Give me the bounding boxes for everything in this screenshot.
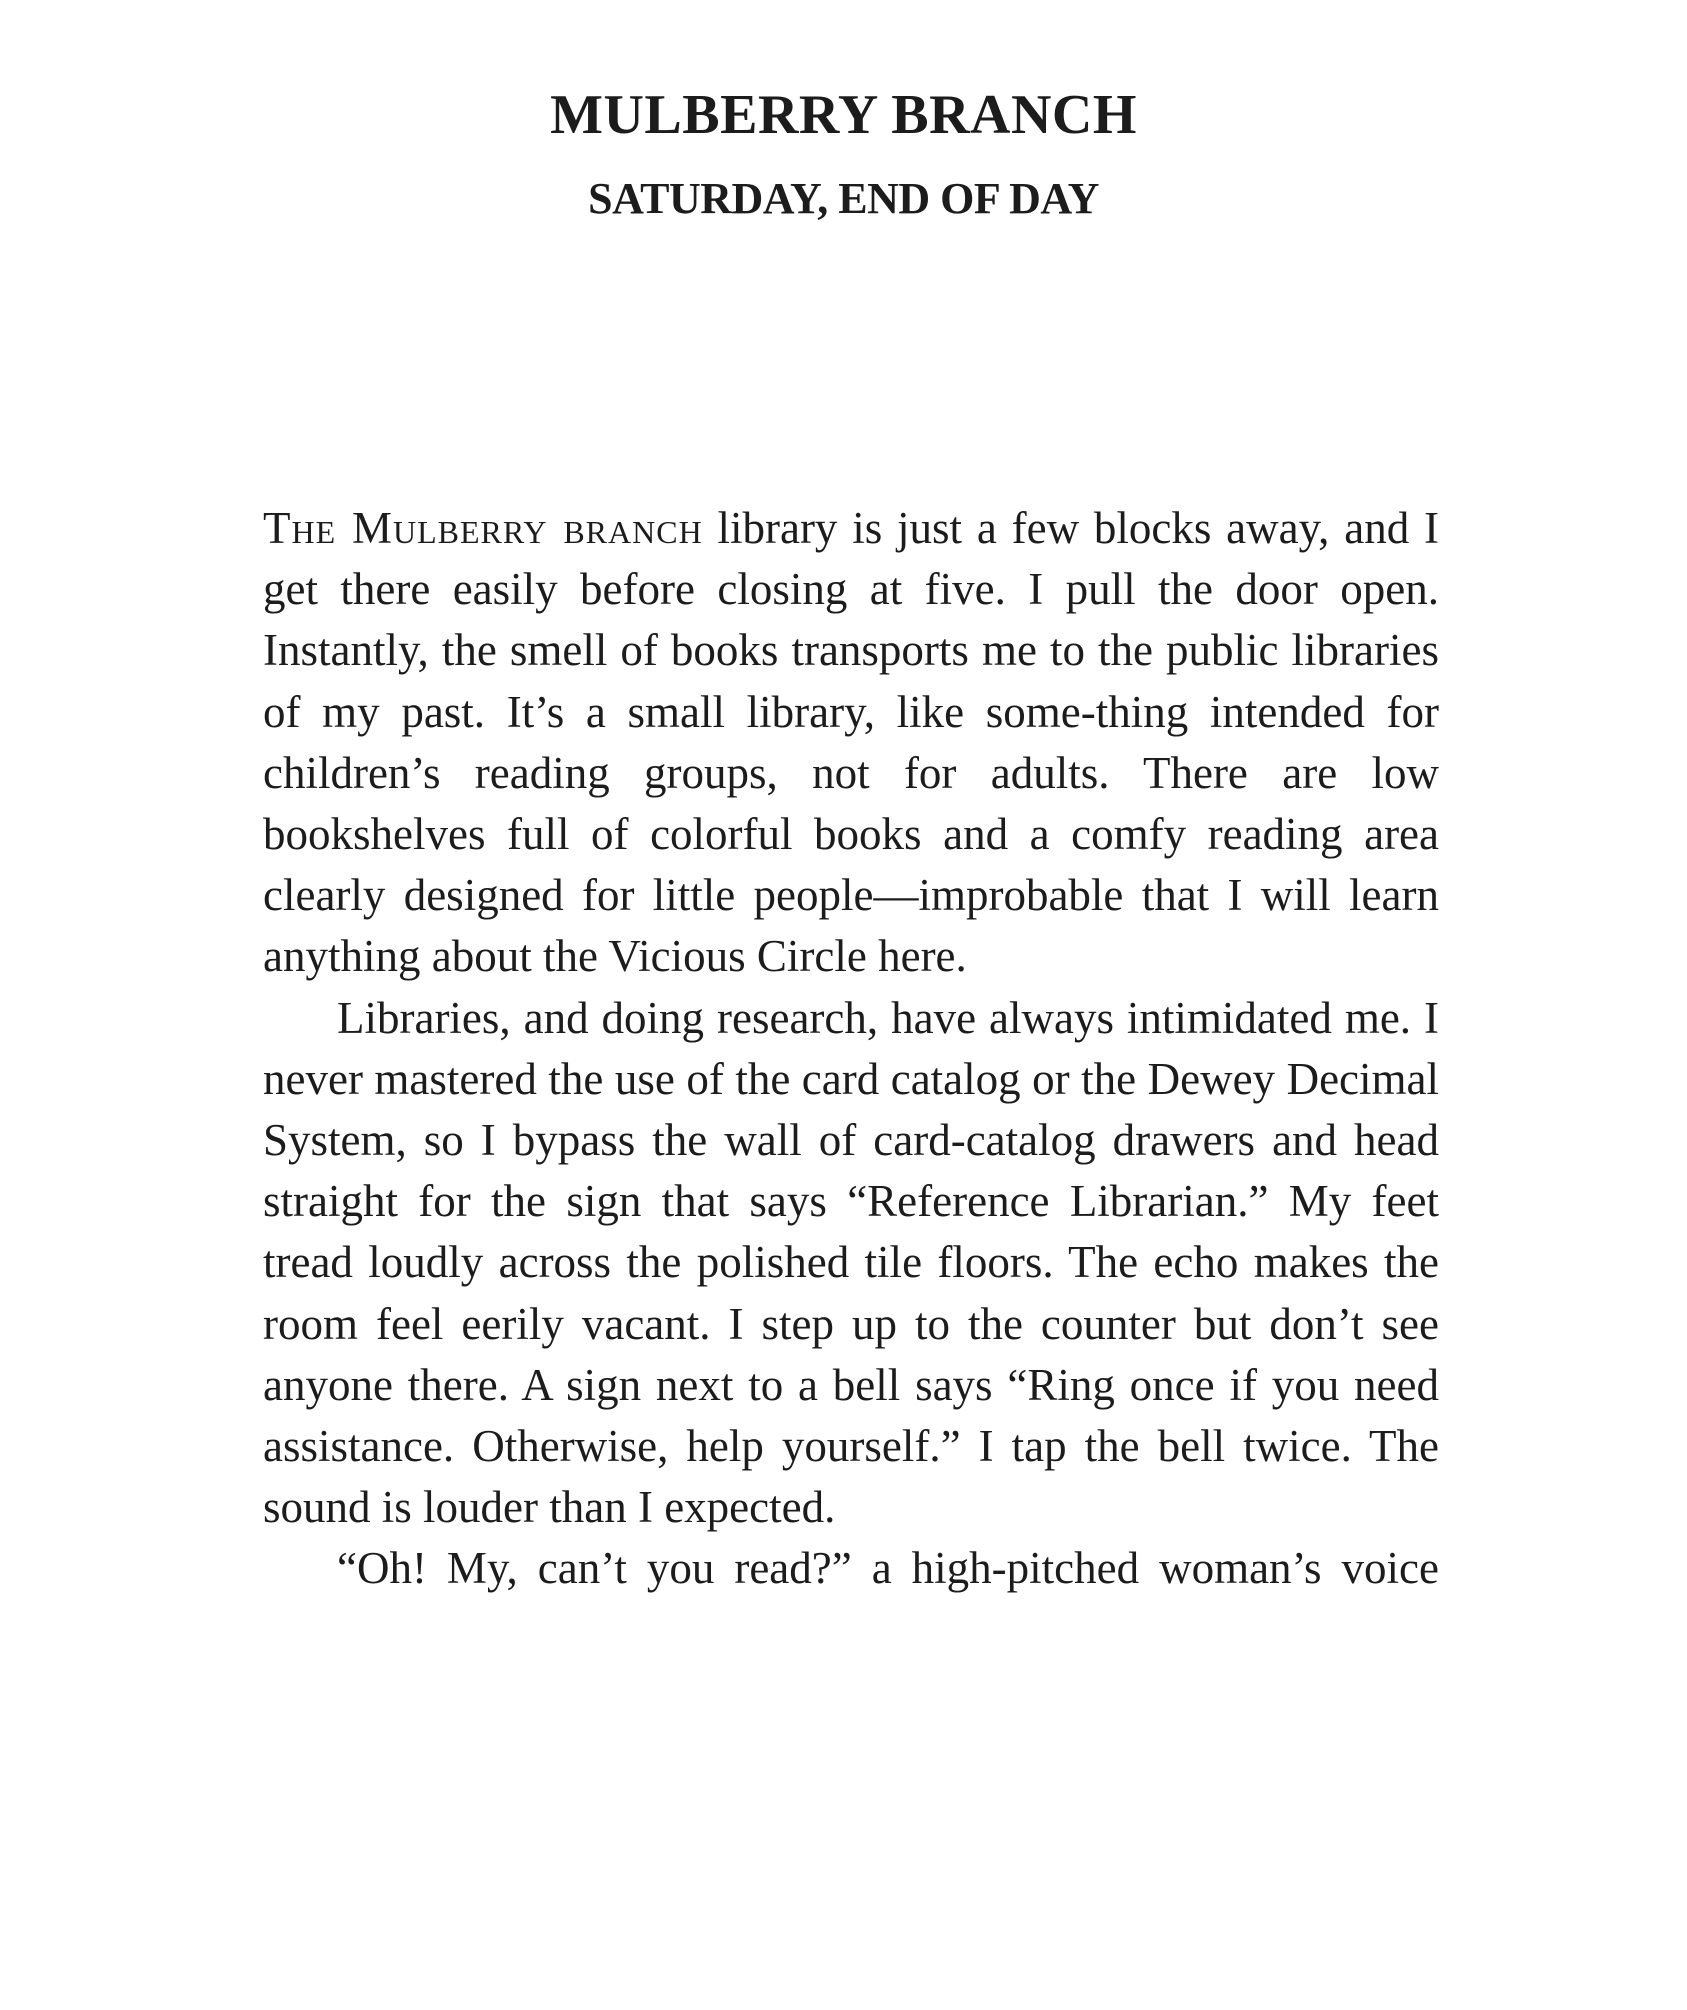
- body-text: [263, 498, 1439, 1600]
- paragraph-1-text: library is just a few blocks away, and I get there easily before closing at five. I pull the door open. Instantly, the smell of books transports me to the public libraries of my past. It’s a small library, like some-thing intended for children’s reading groups, not for adults. There are low bookshelves full of colorful books and a comfy reading area clearly designed for little people—improbable that I will learn anything about the Vicious Circle here.: [263, 503, 1439, 982]
- paragraph-2: Libraries, and doing research, have always intimidated me. I never mastered the use of the card catalog or the Dewey Decimal System, so I bypass the wall of card-catalog drawers and head straight for the sign that says “Reference Librarian.” My feet tread loudly across the polished tile floors. The echo makes the room feel eerily vacant. I step up to the counter but don’t see anyone there. A sign next to a bell says “Ring once if you need assistance. Otherwise, help yourself.” I tap the bell twice. The sound is louder than I expected.: [263, 992, 1439, 1533]
- chapter-subtitle: SATURDAY, END OF DAY: [588, 174, 1099, 223]
- paragraph-3: “Oh! My, can’t you read?” a high-pitched woman’s voice: [337, 1543, 1439, 1594]
- paragraph-lead-in: The Mulberry branch: [263, 503, 703, 553]
- chapter-title: MULBERRY BRANCH: [550, 84, 1137, 146]
- paragraph-1: [263, 498, 1439, 988]
